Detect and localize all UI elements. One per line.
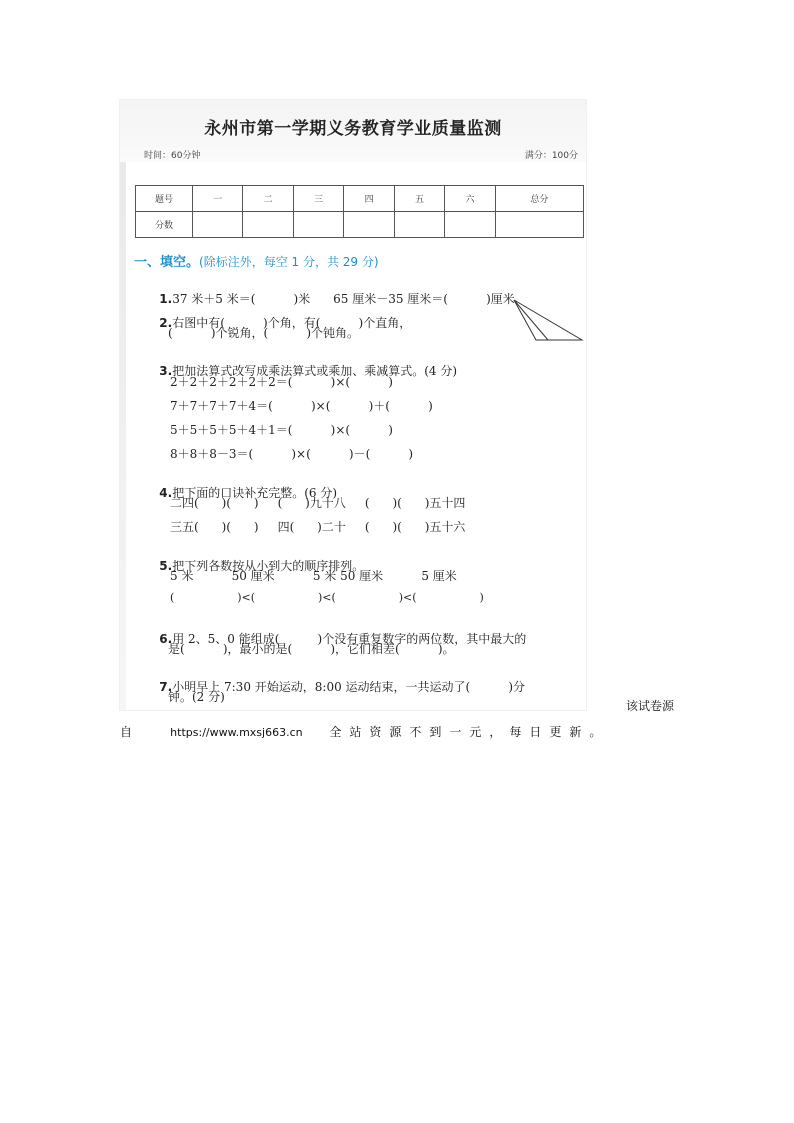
question-6-line-2: 是( )，最小的是( )，它们相差( )。	[168, 642, 455, 656]
question-text: 把下面的口诀补充完整。(6 分)	[172, 486, 338, 500]
score-col-4: 四	[344, 186, 394, 212]
question-number: 5.	[159, 559, 173, 573]
q3-line-1: 2＋2＋2＋2＋2＋2＝( )×( )	[170, 375, 393, 389]
score-cell[interactable]	[394, 212, 444, 238]
question-text: 37 米＋5 米＝( )米 65 厘米－35 厘米＝( )厘米	[172, 292, 515, 306]
question-number: 7.	[159, 680, 173, 694]
score-cell[interactable]	[495, 212, 583, 238]
question-number: 4.	[159, 486, 173, 500]
footer-tagline: 全站资源不到一元，每日更新。	[329, 725, 610, 739]
score-cell[interactable]	[344, 212, 394, 238]
q4-line-2: 三五( )( ) 四( )二十 ( )( )五十六	[170, 520, 466, 534]
question-number: 3.	[159, 364, 173, 378]
q5-items: 5 米 50 厘米 5 米 50 厘米 5 厘米	[170, 569, 457, 583]
question-7-line-2: 钟。(2 分)	[168, 690, 225, 704]
score-cell[interactable]	[193, 212, 243, 238]
question-number: 1.	[159, 292, 173, 306]
triangle-figure	[512, 298, 584, 342]
question-2-line-2: ( )个锐角，( )个钝角。	[168, 326, 360, 340]
exam-time: 时间：60分钟	[144, 151, 201, 161]
question-text: 把加法算式改写成乘法算式或乘加、乘减算式。(4 分)	[172, 364, 458, 378]
question-text: 小明早上 7:30 开始运动，8:00 运动结束，一共运动了( )分	[172, 680, 526, 694]
score-cell[interactable]	[445, 212, 495, 238]
q3-line-3: 5＋5＋5＋5＋4＋1＝( )×( )	[170, 423, 393, 437]
footer-prefix: 自	[120, 725, 133, 739]
section-1-title: 一、填空。	[134, 255, 200, 270]
q5-order: ( )<( )<( )<( )	[170, 591, 484, 604]
question-number: 6.	[159, 632, 173, 646]
score-col-5: 五	[394, 186, 444, 212]
score-table-score-row	[136, 212, 584, 238]
score-table	[135, 185, 584, 238]
q3-line-2: 7＋7＋7＋7＋4＝( )×( )＋( )	[170, 399, 433, 413]
question-number: 2.	[159, 316, 173, 330]
footer-source-label: 该试卷源	[625, 699, 674, 713]
score-col-6: 六	[445, 186, 495, 212]
section-1-heading	[134, 251, 379, 270]
footer-url-link[interactable]: https://www.mxsj663.cn	[170, 726, 303, 739]
question-text: 把下列各数按从小到大的顺序排列。	[172, 559, 365, 573]
score-col-3: 三	[293, 186, 343, 212]
section-1-note: (除标注外，每空 1 分，共 29 分)	[199, 255, 379, 269]
score-col-2: 二	[243, 186, 293, 212]
question-text: 用 2、5、0 能组成( )个没有重复数字的两位数，其中最大的	[172, 632, 527, 646]
score-cell[interactable]	[243, 212, 293, 238]
footer-source-line	[120, 723, 609, 740]
score-header-label: 题号	[136, 186, 193, 212]
q3-line-4: 8＋8＋8－3＝( )×( )－( )	[170, 447, 414, 461]
score-row-label: 分数	[136, 212, 193, 238]
exam-title: 永州市第一学期义务教育学业质量监测	[204, 119, 502, 139]
score-cell[interactable]	[293, 212, 343, 238]
question-text: 右图中有( )个角，有( )个直角，	[172, 316, 412, 330]
exam-sheet	[120, 100, 586, 710]
q4-line-1: 二四( )( ) ( )九十八 ( )( )五十四	[170, 496, 466, 510]
score-table-header-row	[136, 186, 584, 212]
score-col-1: 一	[193, 186, 243, 212]
exam-full-score: 满分：100分	[524, 151, 578, 161]
score-col-total: 总分	[495, 186, 583, 212]
